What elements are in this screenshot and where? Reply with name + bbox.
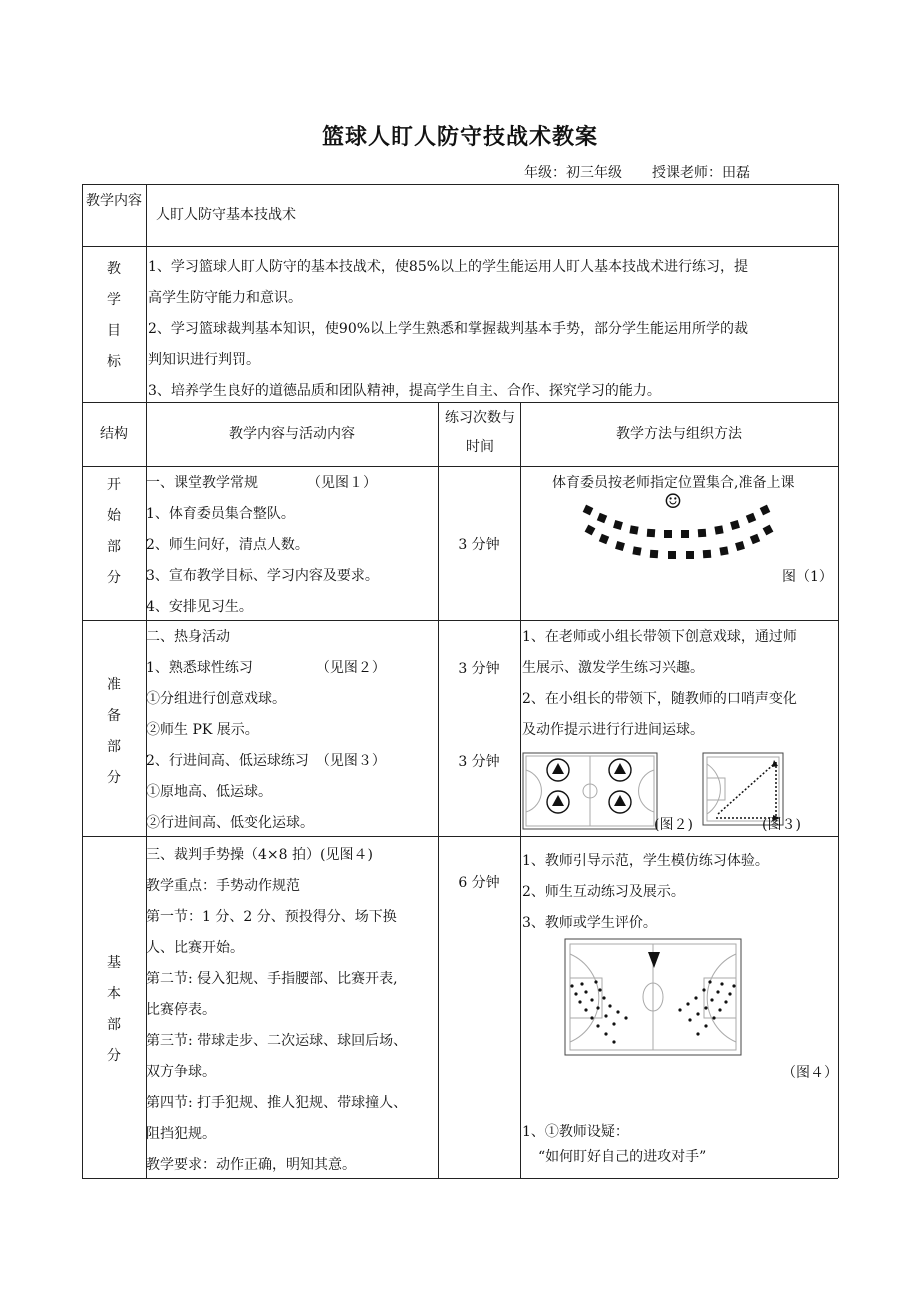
basic-extra-line: 1、①教师设疑： bbox=[522, 1124, 629, 1140]
goals-text bbox=[148, 252, 838, 407]
header-practice: 练习次数与时间 bbox=[445, 410, 515, 455]
start-line: 1、体育委员集合整队。 bbox=[146, 506, 295, 522]
start-line: 3、宣布教学目标、学习内容及要求。 bbox=[146, 568, 379, 584]
content-label-text: 教学内容 bbox=[86, 193, 142, 209]
start-line: 4、安排见习生。 bbox=[146, 599, 253, 615]
basic-line: 第四节: 打手犯规、推人犯规、带球撞人、 bbox=[146, 1095, 408, 1111]
prep-label: 准备部分 bbox=[107, 677, 121, 786]
content-value: 人盯人防守基本技战术 bbox=[156, 207, 296, 223]
grade-label: 年级：初三年级 bbox=[524, 165, 622, 181]
basic-extra bbox=[522, 1120, 838, 1170]
start-line: 2、师生问好，清点人数。 bbox=[146, 537, 309, 553]
prep-content bbox=[146, 622, 438, 839]
fig2-court bbox=[522, 752, 658, 830]
prep-line: ①原地高、低运球。 bbox=[146, 784, 272, 800]
basic-method-line: 2、师生互动练习及展示。 bbox=[522, 884, 685, 900]
prep-method bbox=[522, 622, 838, 746]
fig3-caption: (图３) bbox=[762, 817, 801, 833]
basic-line: 双方争球。 bbox=[146, 1064, 216, 1080]
start-line: 一、课堂教学常规 （见图１） bbox=[146, 475, 377, 491]
prep-method-line: 生展示、激发学生练习兴趣。 bbox=[522, 660, 704, 676]
prep-method-line: 2、在小组长的带领下，随教师的口哨声变化 bbox=[522, 691, 797, 707]
basic-line: 教学重点：手势动作规范 bbox=[146, 878, 300, 894]
goal-line: 高学生防守能力和意识。 bbox=[148, 290, 302, 306]
goal-line: 3、培养学生良好的道德品质和团队精神，提高学生自主、合作、探究学习的能力。 bbox=[148, 383, 661, 399]
start-time: 3 分钟 bbox=[458, 537, 500, 553]
basic-line: 第三节: 带球走步、二次运球、球回后场、 bbox=[146, 1033, 408, 1049]
prep-line: ②行进间高、低变化运球。 bbox=[146, 815, 314, 831]
basic-content bbox=[146, 840, 438, 1181]
teacher-label: 授课老师：田磊 bbox=[652, 165, 750, 181]
start-method-text: 体育委员按老师指定位置集合,准备上课 bbox=[552, 475, 795, 491]
lesson-plan-table bbox=[82, 184, 838, 1178]
basic-method bbox=[522, 846, 838, 939]
prep-time-2: 3 分钟 bbox=[458, 754, 500, 770]
content-label bbox=[84, 184, 144, 246]
prep-time-1: 3 分钟 bbox=[458, 661, 500, 677]
basic-method-line: 3、教师或学生评价。 bbox=[522, 915, 657, 931]
basic-line: 阻挡犯规。 bbox=[146, 1126, 216, 1142]
goal-line: 2、学习篮球裁判基本知识，使90%以上学生熟悉和掌握裁判基本手势，部分学生能运用所学的裁 bbox=[148, 321, 749, 337]
basic-time: 6 分钟 bbox=[458, 875, 500, 891]
prep-line: 1、熟悉球性练习 （见图２） bbox=[146, 660, 386, 676]
header-structure: 结构 bbox=[100, 426, 128, 442]
basic-line: 比赛停表。 bbox=[146, 1002, 216, 1018]
basic-line: 人、比赛开始。 bbox=[146, 940, 244, 956]
header-method: 教学方法与组织方法 bbox=[616, 426, 742, 442]
prep-method-line: 及动作提示进行行进间运球。 bbox=[522, 722, 704, 738]
basic-line: 教学要求：动作正确，明知其意。 bbox=[146, 1157, 356, 1173]
start-label: 开始部分 bbox=[107, 477, 121, 586]
basic-line: 三、裁判手势操（4×8 拍）(见图４) bbox=[146, 847, 373, 863]
goals-label: 教学目标 bbox=[107, 261, 121, 370]
header-content: 教学内容与活动内容 bbox=[229, 426, 355, 442]
basic-extra-line: “如何盯好自己的进攻对手” bbox=[538, 1149, 707, 1165]
fig2-caption: (图２) bbox=[654, 817, 693, 833]
meta-info bbox=[524, 162, 750, 182]
formation-figure bbox=[578, 496, 778, 572]
prep-line: ②师生 PK 展示。 bbox=[146, 722, 259, 738]
basic-method-line: 1、教师引导示范，学生模仿练习体验。 bbox=[522, 853, 769, 869]
fig1-caption: 图（1） bbox=[782, 569, 833, 585]
prep-method-line: 1、在老师或小组长带领下创意戏球，通过师 bbox=[522, 629, 797, 645]
prep-line: 2、行进间高、低运球练习 （见图３） bbox=[146, 753, 386, 769]
basic-line: 第二节: 侵入犯规、手指腰部、比赛开表, bbox=[146, 971, 398, 987]
basic-line: 第一节：1 分、2 分、预投得分、场下换 bbox=[146, 909, 397, 925]
goal-line: 判知识进行判罚。 bbox=[148, 352, 260, 368]
start-content bbox=[146, 468, 438, 623]
prep-line: ①分组进行创意戏球。 bbox=[146, 691, 286, 707]
smiley-icon: ☺ bbox=[664, 489, 682, 513]
fig4-court bbox=[564, 938, 742, 1056]
goal-line: 1、学习篮球人盯人防守的基本技战术，使85%以上的学生能运用人盯人基本技战术进行练习，提 bbox=[148, 259, 749, 275]
page-title: 篮球人盯人防守技战术教案 bbox=[321, 124, 598, 150]
fig4-caption: （图４） bbox=[782, 1065, 838, 1081]
basic-label: 基本部分 bbox=[107, 955, 121, 1064]
prep-line: 二、热身活动 bbox=[146, 629, 230, 645]
